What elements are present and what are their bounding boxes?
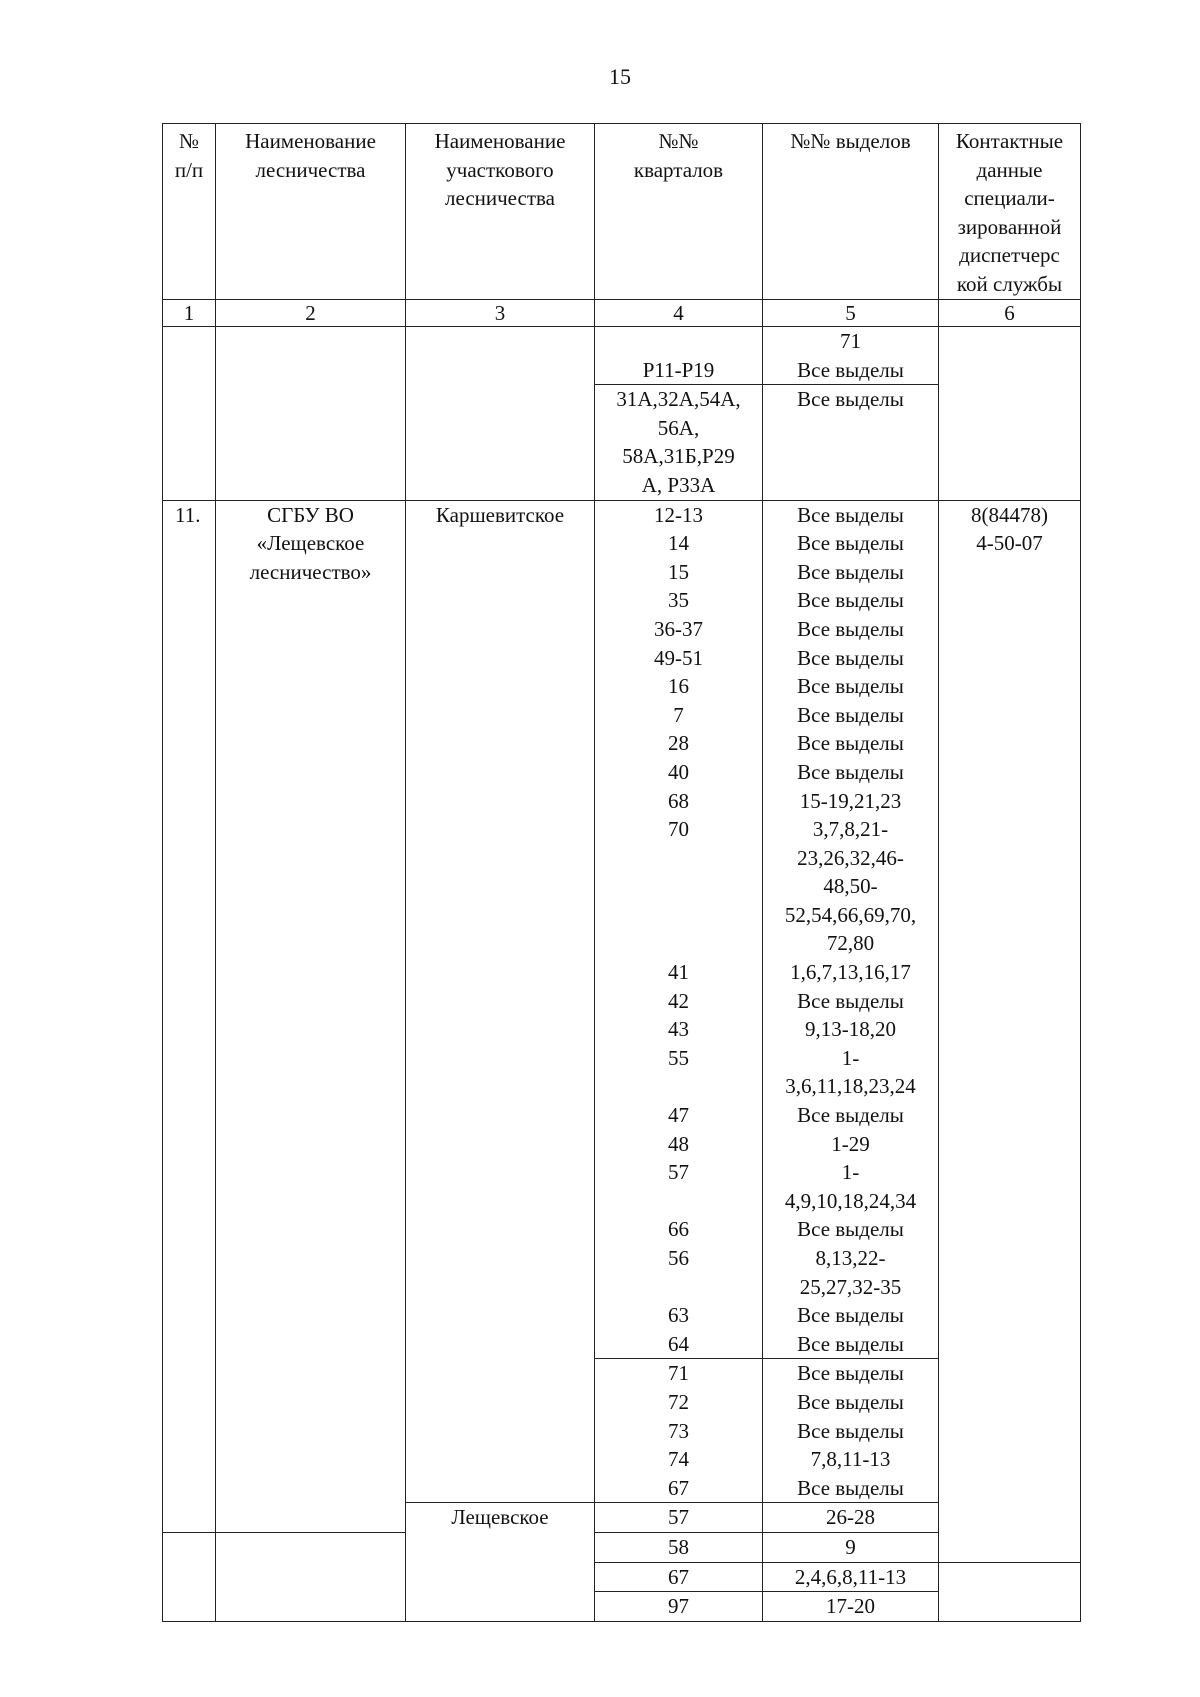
group_1-kvartal: 66 [668,1217,689,1242]
group_1-vydel: Все выделы [797,1331,904,1356]
continuation-row-a [163,327,1081,385]
group_1-kvartal: 41 [668,960,689,985]
group_1-kvartal: 43 [668,1017,689,1042]
g3-kvartal-0: 57 [595,1503,763,1533]
group_2-kvartal: 74 [668,1447,689,1472]
group_1-kvartal: 70 [668,817,689,842]
group_1-kvartal: 63 [668,1303,689,1328]
cont-kvartaly-a: Р11-Р19 [595,327,763,385]
header-vydely: №№ выделов [763,124,939,300]
g3-vydel-0: 26-28 [763,1503,939,1533]
header-number: № п/п [163,124,216,300]
group_1-kvartal: 47 [668,1103,689,1128]
g3-vydel-2: 2,4,6,8,11-13 [763,1562,939,1592]
group_1-kvartal: 49-51 [654,645,703,670]
group_1-kvartal: 40 [668,759,689,784]
group_1-vydel: 8,13,22- 25,27,32-35 [799,1246,902,1299]
next-number-cell [163,1532,216,1621]
group_1-vydel: Все выделы [797,1103,904,1128]
group_2-kvartal: 67 [668,1475,689,1500]
cont-vydely-a: 71 Все выделы [763,327,939,385]
forest-table [162,123,1081,1622]
group_1-kvartal: 42 [668,988,689,1013]
group_2-kvartal: 73 [668,1418,689,1443]
group_1-kvartal: 16 [668,674,689,699]
header-contact: Контактные данные специали- зированной диспетчерс кой службы [939,124,1081,300]
group_1-vydel: Все выделы [797,616,904,641]
group_2-kvartal: 72 [668,1390,689,1414]
group_1-kvartal: 64 [668,1331,689,1356]
group_1-kvartal: 68 [668,788,689,813]
group_1-kvartal: 36-37 [654,616,703,641]
group_2-vydel: Все выделы [797,1390,904,1414]
group_1-kvartal: 56 [668,1246,689,1271]
group_1-kvartal: 28 [668,731,689,756]
g3-kvartal-1: 58 [595,1532,763,1562]
header-row [163,124,1081,300]
cont-vydely-b: Все выделы [763,385,939,500]
group_1-vydel: Все выделы [797,502,904,527]
g3-kvartal-2: 67 [595,1562,763,1592]
column-number-row [163,300,1081,327]
group_1-vydel: Все выделы [797,731,904,756]
entry-lesnichestvo: СГБУ ВО «Лещевское лесничество» [216,500,406,1532]
group_1-vydel: 1- 4,9,10,18,24,34 [784,1160,917,1213]
group_2-vydel: Все выделы [797,1418,904,1443]
group_1-vydel: 1,6,7,13,16,17 [790,960,911,985]
group_1-vydel: Все выделы [797,674,904,699]
group-2-vydely [763,1359,939,1503]
group_1-vydel: 1-29 [831,1131,870,1156]
group_2-vydel: 7,8,11-13 [810,1447,891,1472]
group_1-kvartal: 15 [668,559,689,584]
cont-kvartaly-b: 31А,32А,54А, 56А, 58А,31Б,Р29 А, Р33А [595,385,763,500]
entry-uchastok-1: Каршевитское [406,500,595,1503]
group-1-kvartaly [595,500,763,1359]
col-num-5: 5 [763,300,939,327]
group_1-vydel: Все выделы [797,645,904,670]
entry-number: 11. [163,500,216,1532]
group_1-vydel: 15-19,21,23 [799,788,902,813]
group_1-vydel: 1- 3,6,11,18,23,24 [785,1045,916,1099]
g3-vydel-1: 9 [763,1532,939,1562]
header-kvartaly: №№ кварталов [595,124,763,300]
col-num-2: 2 [216,300,406,327]
cont-lesnichestvo-cell [216,327,406,501]
entry-row-group-1 [163,500,1081,1359]
col-num-6: 6 [939,300,1081,327]
group_1-vydel: Все выделы [797,702,904,727]
group_1-kvartal: 57 [668,1160,689,1185]
group_1-kvartal: 55 [668,1045,689,1070]
group_1-vydel: Все выделы [797,988,904,1013]
group_2-vydel: Все выделы [797,1475,904,1500]
col-num-1: 1 [163,300,216,327]
entry-uchastok-2: Лещевское [406,1503,595,1621]
col-num-3: 3 [406,300,595,327]
cont-uchastok-cell [406,327,595,501]
group_1-vydel: Все выделы [797,1303,904,1328]
group_2-vydel: Все выделы [797,1361,904,1386]
next-contact-cell [939,1562,1081,1621]
cont-number-cell [163,327,216,501]
group_1-vydel: 9,13-18,20 [805,1017,896,1042]
group-2-kvartaly [595,1359,763,1503]
g3-vydel-3: 17-20 [763,1592,939,1622]
group_1-vydel: Все выделы [797,559,904,584]
group_1-vydel: Все выделы [797,531,904,556]
group_1-vydel: Все выделы [797,588,904,613]
group_1-kvartal: 7 [673,702,684,727]
group_1-kvartal: 14 [668,531,689,556]
group_1-vydel: Все выделы [797,759,904,784]
group_1-kvartal: 35 [668,588,689,613]
col-num-4: 4 [595,300,763,327]
group-1-vydely [763,500,939,1359]
group_1-kvartal: 48 [668,1131,689,1156]
group_1-kvartal: 12-13 [654,502,703,527]
header-uchastok: Наименование участкового лесничества [406,124,595,300]
next-lesnichestvo-cell [216,1532,406,1621]
g3-kvartal-3: 97 [595,1592,763,1622]
group_1-vydel: Все выделы [797,1217,904,1242]
group_2-kvartal: 71 [668,1361,689,1386]
page-number: 15 [609,64,631,89]
header-lesnichestvo: Наименование лесничества [216,124,406,300]
group_1-vydel: 3,7,8,21- 23,26,32,46- 48,50- 52,54,66,69,70, 72,80 [784,817,917,956]
cont-contact-cell [939,327,1081,501]
entry-contact: 8(84478) 4-50-07 [939,500,1081,1562]
